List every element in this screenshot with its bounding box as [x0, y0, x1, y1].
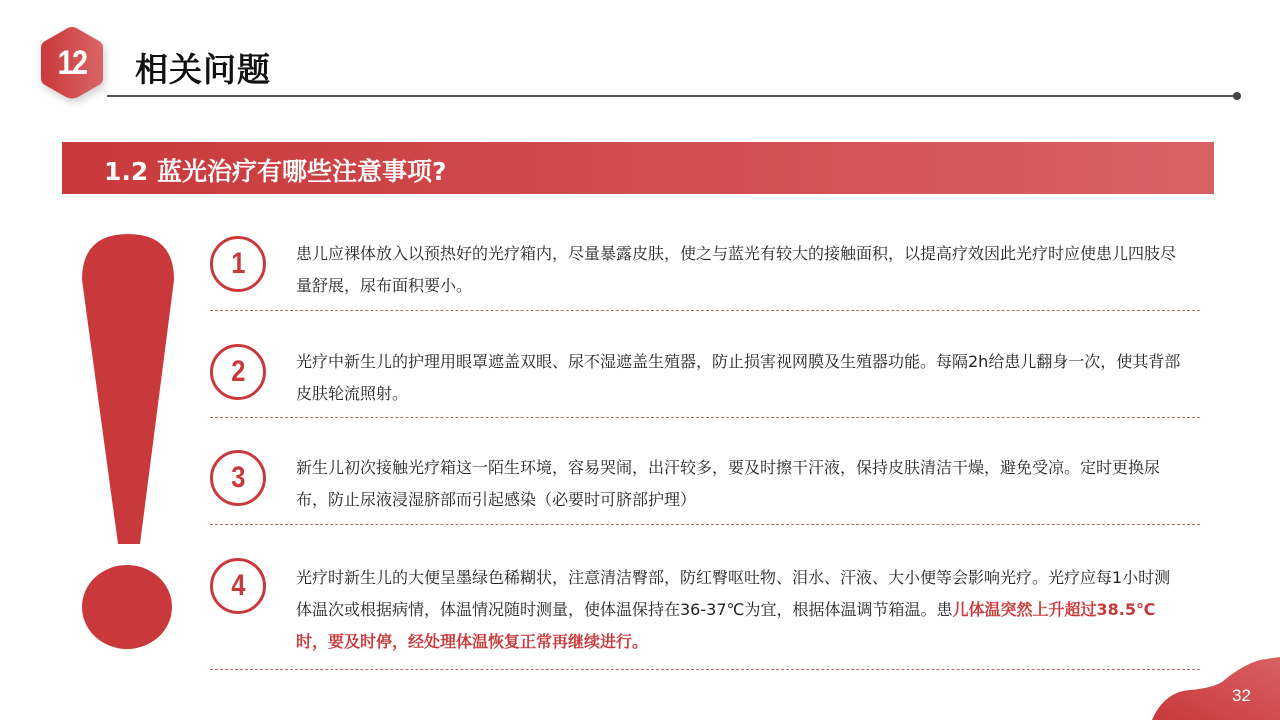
item-text: 光疗中新生儿的护理用眼罩遮盖双眼、尿不湿遮盖生殖器，防止损害视网膜及生殖器功能。每隔2h给患儿翻身一次，使其背部皮肤轮流照射。	[296, 352, 1181, 403]
item-text-highlight: 儿体温突然上升超过38.5℃时，要及时停，经处理体温恢复正常再继续进行。	[296, 600, 1156, 651]
dashed-divider	[210, 310, 1200, 311]
dashed-divider	[210, 524, 1200, 525]
item-text: 患儿应裸体放入以预热好的光疗箱内，尽量暴露皮肤，使之与蓝光有较大的接触面积，以提高疗效因此光疗时应使患儿四肢尽量舒展，尿布面积要小。	[296, 244, 1177, 295]
title-underline	[107, 95, 1237, 97]
number-circle-icon: 1	[210, 236, 266, 292]
corner-wave-decoration	[1150, 640, 1280, 720]
item-text-normal: 光疗时新生儿的大便呈墨绿色稀糊状，注意清洁臀部，防红臀呕吐物、泪水、汗液、大小便等会影响光疗。光疗应每1小时测体温次或根据病情，体温情况随时测量，使体温保持在36-37℃为宜，根据体温调节箱温。患	[296, 568, 1171, 619]
dashed-divider	[210, 417, 1200, 418]
page-number: 32	[1232, 686, 1251, 705]
dashed-divider	[210, 669, 1200, 670]
number-circle-icon: 4	[210, 558, 266, 614]
question-banner	[62, 142, 1214, 194]
exclamation-icon	[78, 232, 178, 652]
underline-end-dot	[1233, 92, 1241, 100]
section-number: 12	[57, 43, 87, 82]
banner-title: 1.2 蓝光治疗有哪些注意事项?	[104, 157, 447, 186]
number-circle-icon: 3	[210, 450, 266, 506]
page-title: 相关问题	[135, 50, 271, 89]
item-text: 新生儿初次接触光疗箱这一陌生环境，容易哭闹，出汗较多，要及时擦干汗液，保持皮肤清洁干燥，避免受凉。定时更换尿布，防止尿液浸湿脐部而引起感染（必要时可脐部护理）	[296, 458, 1161, 509]
item-text	[296, 562, 1186, 658]
number-circle-icon: 2	[210, 344, 266, 400]
